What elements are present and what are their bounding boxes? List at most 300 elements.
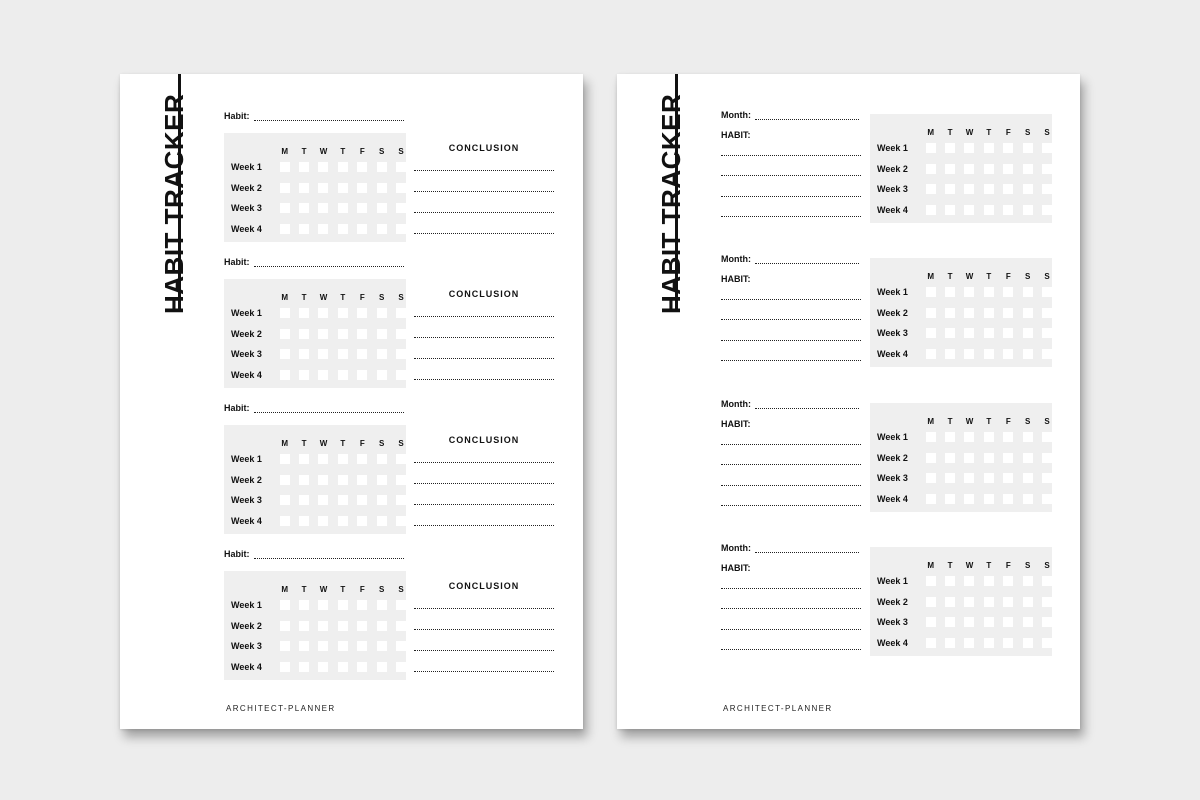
day-label: T	[301, 293, 307, 302]
habit-line[interactable]	[721, 360, 861, 361]
day-checkbox[interactable]	[964, 576, 974, 586]
habit-line[interactable]	[721, 629, 861, 630]
day-checkbox[interactable]	[1023, 164, 1033, 174]
day-checkbox[interactable]	[926, 308, 936, 318]
day-checkbox[interactable]	[280, 516, 290, 526]
day-checkbox[interactable]	[1023, 638, 1033, 648]
day-checkbox[interactable]	[357, 641, 367, 651]
day-checkbox[interactable]	[377, 662, 387, 672]
day-checkbox[interactable]	[338, 183, 348, 193]
habit-line[interactable]	[721, 444, 861, 445]
habit-line[interactable]	[721, 485, 861, 486]
day-checkbox[interactable]	[299, 600, 309, 610]
day-checkbox[interactable]	[299, 662, 309, 672]
day-checkbox[interactable]	[1023, 143, 1033, 153]
day-checkbox[interactable]	[280, 203, 290, 213]
day-checkbox[interactable]	[318, 621, 328, 631]
habit-input-line[interactable]	[254, 258, 404, 267]
day-checkbox[interactable]	[318, 183, 328, 193]
month-field[interactable]	[721, 110, 861, 120]
day-checkbox[interactable]	[357, 495, 367, 505]
day-checkbox[interactable]	[926, 576, 936, 586]
day-checkbox[interactable]	[984, 473, 994, 483]
day-checkbox[interactable]	[338, 600, 348, 610]
day-checkbox[interactable]	[357, 475, 367, 485]
day-checkbox[interactable]	[926, 453, 936, 463]
day-checkbox[interactable]	[377, 162, 387, 172]
day-checkbox[interactable]	[926, 432, 936, 442]
day-label: F	[1005, 561, 1011, 570]
day-checkbox[interactable]	[964, 308, 974, 318]
day-checkbox[interactable]	[1042, 576, 1052, 586]
day-checkbox[interactable]	[1003, 597, 1013, 607]
day-checkbox[interactable]	[377, 224, 387, 234]
habit-field[interactable]	[224, 549, 406, 559]
day-checkbox[interactable]	[1003, 453, 1013, 463]
month-field[interactable]	[721, 543, 861, 553]
day-checkbox[interactable]	[377, 183, 387, 193]
day-checkbox[interactable]	[1003, 617, 1013, 627]
day-checkbox[interactable]	[318, 516, 328, 526]
day-checkbox[interactable]	[964, 287, 974, 297]
day-checkbox[interactable]	[984, 205, 994, 215]
day-checkbox[interactable]	[299, 475, 309, 485]
day-checkbox[interactable]	[280, 454, 290, 464]
week-row	[870, 430, 1057, 444]
day-checkbox[interactable]	[377, 329, 387, 339]
day-checkbox[interactable]	[338, 370, 348, 380]
habit-field[interactable]	[224, 111, 406, 121]
habit-line[interactable]	[721, 505, 861, 506]
day-checkbox[interactable]	[1023, 349, 1033, 359]
day-checkbox[interactable]	[984, 287, 994, 297]
day-checkbox[interactable]	[396, 475, 406, 485]
day-checkbox[interactable]	[357, 162, 367, 172]
day-checkbox[interactable]	[318, 662, 328, 672]
day-checkbox[interactable]	[357, 454, 367, 464]
day-checkbox[interactable]	[945, 638, 955, 648]
day-checkbox[interactable]	[357, 600, 367, 610]
month-input-line[interactable]	[755, 255, 859, 264]
day-checkbox[interactable]	[1042, 453, 1052, 463]
week-row	[224, 619, 411, 633]
day-checkbox[interactable]	[357, 621, 367, 631]
conclusion-line[interactable]	[414, 358, 554, 359]
day-checkbox[interactable]	[964, 638, 974, 648]
day-checkbox[interactable]	[318, 329, 328, 339]
day-checkbox[interactable]	[299, 516, 309, 526]
conclusion-line[interactable]	[414, 337, 554, 338]
day-checkbox[interactable]	[926, 143, 936, 153]
day-checkbox[interactable]	[984, 617, 994, 627]
day-checkbox[interactable]	[945, 205, 955, 215]
day-checkbox[interactable]	[1042, 205, 1052, 215]
day-checkbox[interactable]	[338, 495, 348, 505]
day-checkbox[interactable]	[1023, 432, 1033, 442]
day-checkbox[interactable]	[1003, 473, 1013, 483]
conclusion-line[interactable]	[414, 212, 554, 213]
day-checkbox[interactable]	[1003, 349, 1013, 359]
day-checkbox[interactable]	[945, 432, 955, 442]
habit-line[interactable]	[721, 175, 861, 176]
habit-line[interactable]	[721, 588, 861, 589]
day-checkbox[interactable]	[318, 600, 328, 610]
day-label: S	[398, 293, 404, 302]
day-checkbox[interactable]	[299, 329, 309, 339]
day-checkbox[interactable]	[926, 205, 936, 215]
day-checkbox[interactable]	[318, 203, 328, 213]
day-checkbox[interactable]	[945, 597, 955, 607]
day-checkbox[interactable]	[280, 495, 290, 505]
day-checkbox[interactable]	[280, 621, 290, 631]
week-label: Week 3	[877, 617, 908, 627]
day-checkbox[interactable]	[318, 495, 328, 505]
day-checkbox[interactable]	[926, 349, 936, 359]
day-checkbox[interactable]	[299, 308, 309, 318]
day-checkbox[interactable]	[984, 638, 994, 648]
day-checkbox[interactable]	[377, 203, 387, 213]
month-field[interactable]	[721, 399, 861, 409]
conclusion-line[interactable]	[414, 379, 554, 380]
day-checkbox[interactable]	[280, 662, 290, 672]
day-checkbox[interactable]	[945, 308, 955, 318]
day-checkbox[interactable]	[318, 370, 328, 380]
day-checkbox[interactable]	[396, 454, 406, 464]
tracker-grid	[224, 425, 406, 534]
day-checkbox[interactable]	[338, 621, 348, 631]
habit-input-line[interactable]	[254, 404, 404, 413]
day-checkbox[interactable]	[396, 621, 406, 631]
day-checkbox[interactable]	[1003, 164, 1013, 174]
day-checkbox[interactable]	[357, 516, 367, 526]
day-checkbox[interactable]	[1003, 494, 1013, 504]
day-checkbox[interactable]	[357, 224, 367, 234]
day-checkbox[interactable]	[318, 308, 328, 318]
day-checkbox[interactable]	[318, 475, 328, 485]
day-checkbox[interactable]	[1023, 308, 1033, 318]
day-checkbox[interactable]	[299, 495, 309, 505]
day-checkbox[interactable]	[1003, 638, 1013, 648]
week-row	[224, 473, 411, 487]
day-header	[275, 293, 411, 302]
day-checkbox[interactable]	[338, 203, 348, 213]
day-checkbox[interactable]	[377, 495, 387, 505]
habit-label: Habit:	[224, 257, 250, 267]
day-checkbox[interactable]	[396, 203, 406, 213]
habit-label: HABIT:	[721, 130, 751, 140]
day-checkbox[interactable]	[926, 494, 936, 504]
day-checkbox[interactable]	[299, 370, 309, 380]
day-checkbox[interactable]	[984, 349, 994, 359]
day-checkbox[interactable]	[396, 349, 406, 359]
day-checkbox[interactable]	[964, 494, 974, 504]
day-label: S	[398, 147, 404, 156]
day-checkbox[interactable]	[377, 641, 387, 651]
month-field[interactable]	[721, 254, 861, 264]
day-checkbox[interactable]	[945, 349, 955, 359]
day-checkbox[interactable]	[926, 287, 936, 297]
day-checkbox[interactable]	[357, 183, 367, 193]
month-input-line[interactable]	[755, 544, 859, 553]
day-checkbox[interactable]	[984, 576, 994, 586]
habit-line[interactable]	[721, 319, 861, 320]
day-label: S	[378, 585, 385, 594]
day-checkbox[interactable]	[1023, 287, 1033, 297]
day-checkbox[interactable]	[396, 162, 406, 172]
day-checkbox[interactable]	[396, 641, 406, 651]
day-checkbox[interactable]	[280, 329, 290, 339]
habit-section	[224, 403, 564, 543]
day-checkbox[interactable]	[1023, 328, 1033, 338]
day-checkbox[interactable]	[964, 164, 974, 174]
week-label: Week 3	[231, 495, 262, 505]
day-checkbox[interactable]	[945, 576, 955, 586]
conclusion-heading: CONCLUSION	[448, 143, 520, 153]
day-checkbox[interactable]	[318, 162, 328, 172]
day-checkbox[interactable]	[377, 349, 387, 359]
day-checkbox[interactable]	[396, 370, 406, 380]
day-checkbox[interactable]	[1023, 494, 1033, 504]
conclusion-line[interactable]	[414, 233, 554, 234]
day-checkbox[interactable]	[1042, 143, 1052, 153]
day-checkbox[interactable]	[1042, 432, 1052, 442]
day-checkbox[interactable]	[1042, 617, 1052, 627]
day-checkbox[interactable]	[926, 638, 936, 648]
day-checkbox[interactable]	[945, 328, 955, 338]
day-checkbox[interactable]	[984, 328, 994, 338]
day-checkbox[interactable]	[1042, 328, 1052, 338]
habit-line[interactable]	[721, 649, 861, 650]
day-checkbox[interactable]	[1003, 576, 1013, 586]
day-checkbox[interactable]	[945, 143, 955, 153]
day-checkbox[interactable]	[396, 224, 406, 234]
day-checkbox[interactable]	[926, 164, 936, 174]
day-checkbox[interactable]	[357, 329, 367, 339]
day-checkbox[interactable]	[377, 621, 387, 631]
day-checkbox[interactable]	[945, 287, 955, 297]
habit-input-line[interactable]	[254, 550, 404, 559]
day-checkbox[interactable]	[964, 349, 974, 359]
day-checkbox[interactable]	[280, 600, 290, 610]
day-checkbox[interactable]	[1042, 164, 1052, 174]
day-checkbox[interactable]	[1003, 308, 1013, 318]
day-checkbox[interactable]	[280, 162, 290, 172]
day-checkbox[interactable]	[357, 349, 367, 359]
day-checkbox[interactable]	[964, 328, 974, 338]
week-row	[224, 347, 411, 361]
habit-field[interactable]	[224, 403, 406, 413]
day-checkbox[interactable]	[338, 349, 348, 359]
day-checkbox[interactable]	[357, 370, 367, 380]
habit-line[interactable]	[721, 216, 861, 217]
day-checkbox[interactable]	[964, 143, 974, 153]
day-checkbox[interactable]	[1042, 308, 1052, 318]
day-checkbox[interactable]	[377, 475, 387, 485]
day-checkbox[interactable]	[280, 349, 290, 359]
day-checkbox[interactable]	[1023, 184, 1033, 194]
day-checkbox[interactable]	[396, 495, 406, 505]
day-checkbox[interactable]	[357, 308, 367, 318]
day-checkbox[interactable]	[964, 205, 974, 215]
day-checkbox[interactable]	[964, 184, 974, 194]
day-checkbox[interactable]	[299, 621, 309, 631]
day-checkbox[interactable]	[280, 224, 290, 234]
day-checkbox[interactable]	[1023, 473, 1033, 483]
day-checkbox[interactable]	[964, 473, 974, 483]
week-label: Week 3	[231, 203, 262, 213]
day-checkbox[interactable]	[396, 329, 406, 339]
day-label: S	[398, 439, 404, 448]
day-checkbox[interactable]	[377, 600, 387, 610]
day-checkbox[interactable]	[318, 641, 328, 651]
day-checkbox[interactable]	[338, 162, 348, 172]
day-checkbox[interactable]	[318, 349, 328, 359]
day-checkbox[interactable]	[1023, 205, 1033, 215]
week-row	[224, 368, 411, 382]
day-checkbox[interactable]	[984, 164, 994, 174]
day-checkbox[interactable]	[280, 183, 290, 193]
page-title: HABIT TRACKER	[159, 93, 189, 314]
habit-line[interactable]	[721, 299, 861, 300]
conclusion-line[interactable]	[414, 191, 554, 192]
day-checkbox[interactable]	[280, 308, 290, 318]
day-checkbox[interactable]	[1042, 349, 1052, 359]
conclusion-line[interactable]	[414, 671, 554, 672]
day-checkbox[interactable]	[945, 453, 955, 463]
conclusion-line[interactable]	[414, 316, 554, 317]
day-checkbox[interactable]	[1003, 287, 1013, 297]
day-checkbox[interactable]	[318, 224, 328, 234]
day-checkbox[interactable]	[1042, 473, 1052, 483]
day-checkbox[interactable]	[926, 473, 936, 483]
day-checkbox[interactable]	[396, 183, 406, 193]
day-checkbox[interactable]	[984, 494, 994, 504]
day-checkbox[interactable]	[299, 454, 309, 464]
conclusion-line[interactable]	[414, 483, 554, 484]
day-checkbox[interactable]	[338, 308, 348, 318]
habit-line[interactable]	[721, 155, 861, 156]
day-checkbox[interactable]	[338, 516, 348, 526]
conclusion-line[interactable]	[414, 504, 554, 505]
habit-input-line[interactable]	[254, 112, 404, 121]
day-checkbox[interactable]	[964, 432, 974, 442]
day-checkbox[interactable]	[357, 662, 367, 672]
day-checkbox[interactable]	[984, 432, 994, 442]
day-checkbox[interactable]	[299, 183, 309, 193]
day-checkbox[interactable]	[1023, 617, 1033, 627]
day-checkbox[interactable]	[945, 473, 955, 483]
habit-line[interactable]	[721, 608, 861, 609]
day-checkbox[interactable]	[318, 454, 328, 464]
week-label: Week 2	[231, 620, 262, 631]
day-checkbox[interactable]	[984, 143, 994, 153]
conclusion-line[interactable]	[414, 525, 554, 526]
day-checkbox[interactable]	[1042, 597, 1052, 607]
day-checkbox[interactable]	[1042, 184, 1052, 194]
day-checkbox[interactable]	[338, 475, 348, 485]
habit-field[interactable]	[224, 257, 406, 267]
day-checkbox[interactable]	[280, 641, 290, 651]
day-checkbox[interactable]	[945, 617, 955, 627]
habit-line[interactable]	[721, 464, 861, 465]
conclusion-line[interactable]	[414, 608, 554, 609]
day-checkbox[interactable]	[396, 516, 406, 526]
day-checkbox[interactable]	[1003, 205, 1013, 215]
day-checkbox[interactable]	[984, 597, 994, 607]
day-checkbox[interactable]	[945, 494, 955, 504]
day-checkbox[interactable]	[984, 453, 994, 463]
conclusion-line[interactable]	[414, 170, 554, 171]
day-checkbox[interactable]	[357, 203, 367, 213]
day-checkbox[interactable]	[984, 184, 994, 194]
month-input-line[interactable]	[755, 400, 859, 409]
day-checkbox[interactable]	[1042, 494, 1052, 504]
day-checkbox[interactable]	[926, 597, 936, 607]
day-checkbox[interactable]	[945, 184, 955, 194]
day-checkbox[interactable]	[377, 308, 387, 318]
day-checkbox[interactable]	[377, 516, 387, 526]
day-checkbox[interactable]	[964, 597, 974, 607]
week-label: Week 4	[877, 348, 908, 359]
day-checkbox[interactable]	[338, 454, 348, 464]
conclusion-line[interactable]	[414, 629, 554, 630]
habit-line[interactable]	[721, 196, 861, 197]
day-checkbox[interactable]	[299, 203, 309, 213]
day-checkbox[interactable]	[299, 224, 309, 234]
day-checkbox[interactable]	[377, 370, 387, 380]
day-checkbox[interactable]	[338, 641, 348, 651]
day-checkbox[interactable]	[396, 662, 406, 672]
day-checkbox[interactable]	[280, 370, 290, 380]
day-checkbox[interactable]	[926, 328, 936, 338]
day-header	[921, 128, 1057, 137]
day-checkbox[interactable]	[338, 224, 348, 234]
day-checkbox[interactable]	[1042, 287, 1052, 297]
day-checkbox[interactable]	[1042, 638, 1052, 648]
week-row	[870, 574, 1057, 588]
day-label: T	[301, 585, 307, 594]
day-checkbox[interactable]	[926, 184, 936, 194]
day-checkbox[interactable]	[1003, 184, 1013, 194]
day-checkbox[interactable]	[1023, 576, 1033, 586]
day-checkbox[interactable]	[1003, 328, 1013, 338]
habit-line[interactable]	[721, 340, 861, 341]
day-checkbox[interactable]	[299, 162, 309, 172]
conclusion-line[interactable]	[414, 650, 554, 651]
month-input-line[interactable]	[755, 111, 859, 120]
day-checkbox[interactable]	[1023, 597, 1033, 607]
day-checkbox[interactable]	[1003, 432, 1013, 442]
day-checkbox[interactable]	[338, 662, 348, 672]
day-checkbox[interactable]	[926, 617, 936, 627]
day-checkbox[interactable]	[377, 454, 387, 464]
day-checkbox[interactable]	[280, 475, 290, 485]
day-checkbox[interactable]	[964, 453, 974, 463]
day-checkbox[interactable]	[945, 164, 955, 174]
day-checkbox[interactable]	[338, 329, 348, 339]
day-checkbox[interactable]	[1023, 453, 1033, 463]
day-checkbox[interactable]	[396, 600, 406, 610]
day-label: M	[281, 585, 289, 594]
day-checkbox[interactable]	[964, 617, 974, 627]
day-checkbox[interactable]	[396, 308, 406, 318]
day-checkbox[interactable]	[984, 308, 994, 318]
conclusion-line[interactable]	[414, 462, 554, 463]
day-checkbox[interactable]	[299, 641, 309, 651]
day-checkbox[interactable]	[299, 349, 309, 359]
day-checkbox[interactable]	[1003, 143, 1013, 153]
day-label: W	[965, 417, 974, 426]
